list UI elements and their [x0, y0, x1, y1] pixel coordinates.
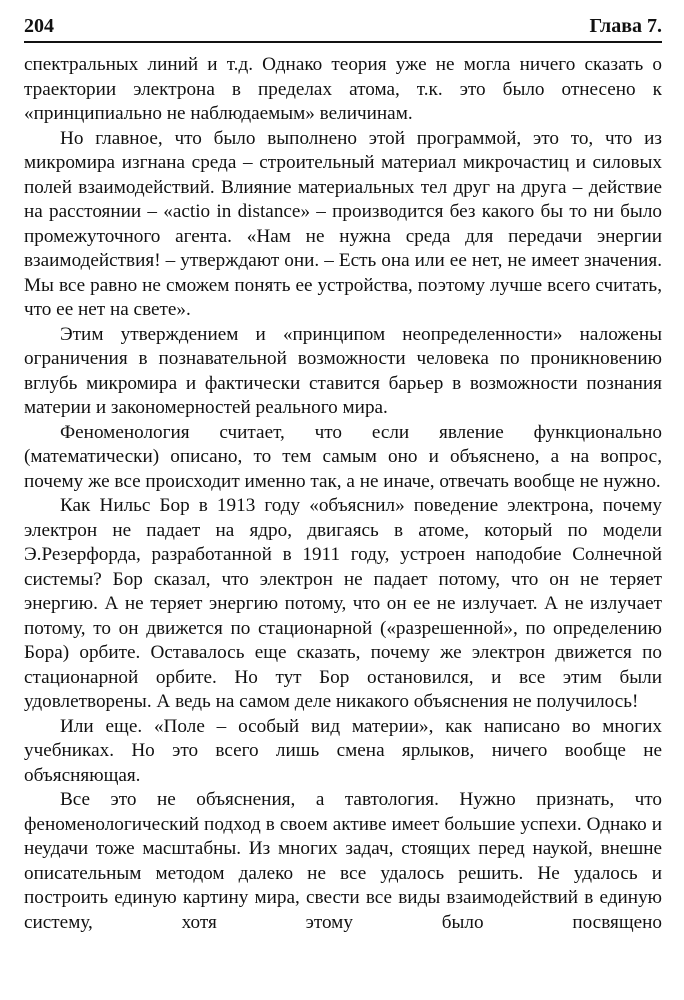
paragraph: спектральных линий и т.д. Однако теория уже не могла ничего сказать о траектории электрона в пределах атома, т.к. это было отнесено к «принципиально не наблюдаемым» величинам.: [24, 54, 662, 124]
paragraph: Как Нильс Бор в 1913 году «объяснил» поведение электрона, почему электрон не падает на ядро, двигаясь в атоме, который по модели Э.Резерфорда, разработанной в 1911 году, устроен наподобие Солнечной системы? Бор сказал, что электрон не падает потому, что он не теряет энергию. А не теряет энергию потому, что он ее не излучает. А не излучает потому, то он движется по стационарной («разрешенной», по определению Бора) орбите. Оставалось еще сказать, почему же электрон движется по стационарной орбите. Но тут Бор остановился, и все этим были удовлетворены. А ведь на самом деле никакого объяснения не получилось!: [24, 495, 662, 712]
header-rule: [24, 41, 662, 43]
page-number: 204: [24, 15, 54, 37]
paragraph: Этим утверждением и «принципом неопределенности» наложены ограничения в познавательной возможности человека по проникновению вглубь микромира и фактически ставится барьер в возможности познания материи и закономерностей реального мира.: [24, 323, 662, 418]
chapter-title: Глава 7.: [589, 15, 662, 37]
body-text: [24, 53, 662, 935]
paragraph: Или еще. «Поле – особый вид материи», как написано во многих учебниках. Но это всего лишь смена ярлыков, ничего вообще не объясняющая.: [24, 715, 662, 786]
paragraph: Но главное, что было выполнено этой программой, это то, что из микромира изгнана среда – строительный материал микрочастиц и силовых полей взаимодействий. Влияние материальных тел друг на друга – действие на расстоянии – «actio in distance» – производится без какого бы то ни было промежуточного агента. «Нам не нужна среда для передачи энергии взаимодействия! – утверждают они. – Есть она или ее нет, не имеет значения. Мы все равно не сможем понять ее устройства, поэтому лучше всего считать, что ее нет на свете».: [24, 127, 662, 320]
running-header: [24, 10, 662, 38]
paragraph: Все это не объяснения, а тавтология. Нужно признать, что феноменологический подход в своем активе имеет большие успехи. Однако и неудачи тоже масштабны. Из многих задач, стоящих перед наукой, внешне описательным методом далеко не все удалось решить. Не удалось и построить единую картину мира, свести все виды взаимодействий в единую систему, хотя этому было посвящено: [24, 789, 662, 933]
paragraph: Феноменология считает, что если явление функционально (математически) описано, то тем самым оно и объяснено, а на вопрос, почему же все происходит именно так, а не иначе, отвечать вообще не нужно.: [24, 421, 662, 492]
